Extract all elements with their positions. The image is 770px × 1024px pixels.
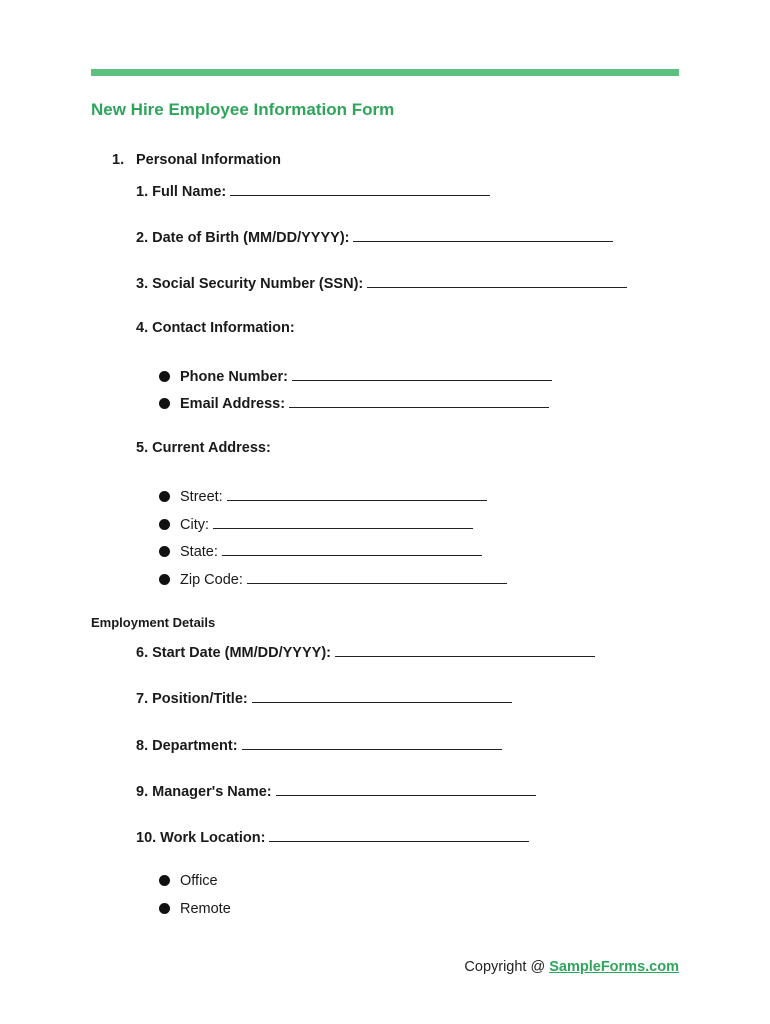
zip-field bbox=[159, 569, 507, 588]
full-name-label: 1. Full Name: bbox=[136, 184, 227, 200]
bullet-icon bbox=[159, 398, 170, 409]
section-number: 1. bbox=[112, 152, 125, 168]
ssn-field bbox=[136, 273, 627, 292]
street-field bbox=[159, 486, 487, 505]
city-input-line[interactable] bbox=[213, 514, 473, 529]
position-label: 7. Position/Title: bbox=[136, 691, 248, 707]
email-input-line[interactable] bbox=[289, 393, 549, 408]
ssn-label: 3. Social Security Number (SSN): bbox=[136, 276, 364, 292]
position-input-line[interactable] bbox=[252, 688, 512, 703]
city-field bbox=[159, 514, 473, 533]
city-label: City: bbox=[180, 517, 209, 533]
phone-input-line[interactable] bbox=[292, 366, 552, 381]
section-title-personal: Personal Information bbox=[136, 152, 282, 168]
bullet-icon bbox=[159, 491, 170, 502]
position-field bbox=[136, 688, 512, 707]
department-field bbox=[136, 735, 502, 754]
email-field bbox=[159, 393, 549, 412]
full-name-input-line[interactable] bbox=[230, 181, 490, 196]
header-divider-bar bbox=[91, 69, 679, 76]
address-heading: 5. Current Address: bbox=[136, 440, 271, 456]
ssn-input-line[interactable] bbox=[367, 273, 627, 288]
contact-heading: 4. Contact Information: bbox=[136, 320, 295, 336]
bullet-icon bbox=[159, 546, 170, 557]
section-title-employment: Employment Details bbox=[91, 615, 216, 630]
bullet-icon bbox=[159, 875, 170, 886]
office-label: Office bbox=[180, 873, 218, 889]
copyright-text: Copyright @ bbox=[464, 959, 550, 975]
option-remote[interactable] bbox=[159, 901, 231, 917]
state-label: State: bbox=[180, 544, 218, 560]
bullet-icon bbox=[159, 574, 170, 585]
form-title: New Hire Employee Information Form bbox=[91, 100, 395, 119]
manager-label: 9. Manager's Name: bbox=[136, 784, 272, 800]
zip-input-line[interactable] bbox=[247, 569, 507, 584]
state-input-line[interactable] bbox=[222, 541, 482, 556]
bullet-icon bbox=[159, 903, 170, 914]
dob-field bbox=[136, 227, 613, 246]
bullet-icon bbox=[159, 519, 170, 530]
work-location-input-line[interactable] bbox=[269, 827, 529, 842]
sampleforms-link[interactable]: SampleForms.com bbox=[549, 959, 679, 975]
phone-label: Phone Number: bbox=[180, 369, 288, 385]
zip-label: Zip Code: bbox=[180, 572, 243, 588]
work-location-field bbox=[136, 827, 529, 846]
manager-field bbox=[136, 781, 536, 800]
state-field bbox=[159, 541, 482, 560]
bullet-icon bbox=[159, 371, 170, 382]
start-date-input-line[interactable] bbox=[335, 642, 595, 657]
start-date-field bbox=[136, 642, 595, 661]
dob-label: 2. Date of Birth (MM/DD/YYYY): bbox=[136, 230, 350, 246]
dob-input-line[interactable] bbox=[353, 227, 613, 242]
start-date-label: 6. Start Date (MM/DD/YYYY): bbox=[136, 645, 331, 661]
department-input-line[interactable] bbox=[242, 735, 502, 750]
remote-label: Remote bbox=[180, 901, 231, 917]
work-location-label: 10. Work Location: bbox=[136, 830, 266, 846]
full-name-field bbox=[136, 181, 490, 200]
street-input-line[interactable] bbox=[227, 486, 487, 501]
manager-input-line[interactable] bbox=[276, 781, 536, 796]
email-label: Email Address: bbox=[180, 396, 286, 412]
option-office[interactable] bbox=[159, 873, 218, 889]
department-label: 8. Department: bbox=[136, 738, 238, 754]
copyright-footer bbox=[464, 959, 679, 975]
phone-field bbox=[159, 366, 552, 385]
street-label: Street: bbox=[180, 489, 223, 505]
